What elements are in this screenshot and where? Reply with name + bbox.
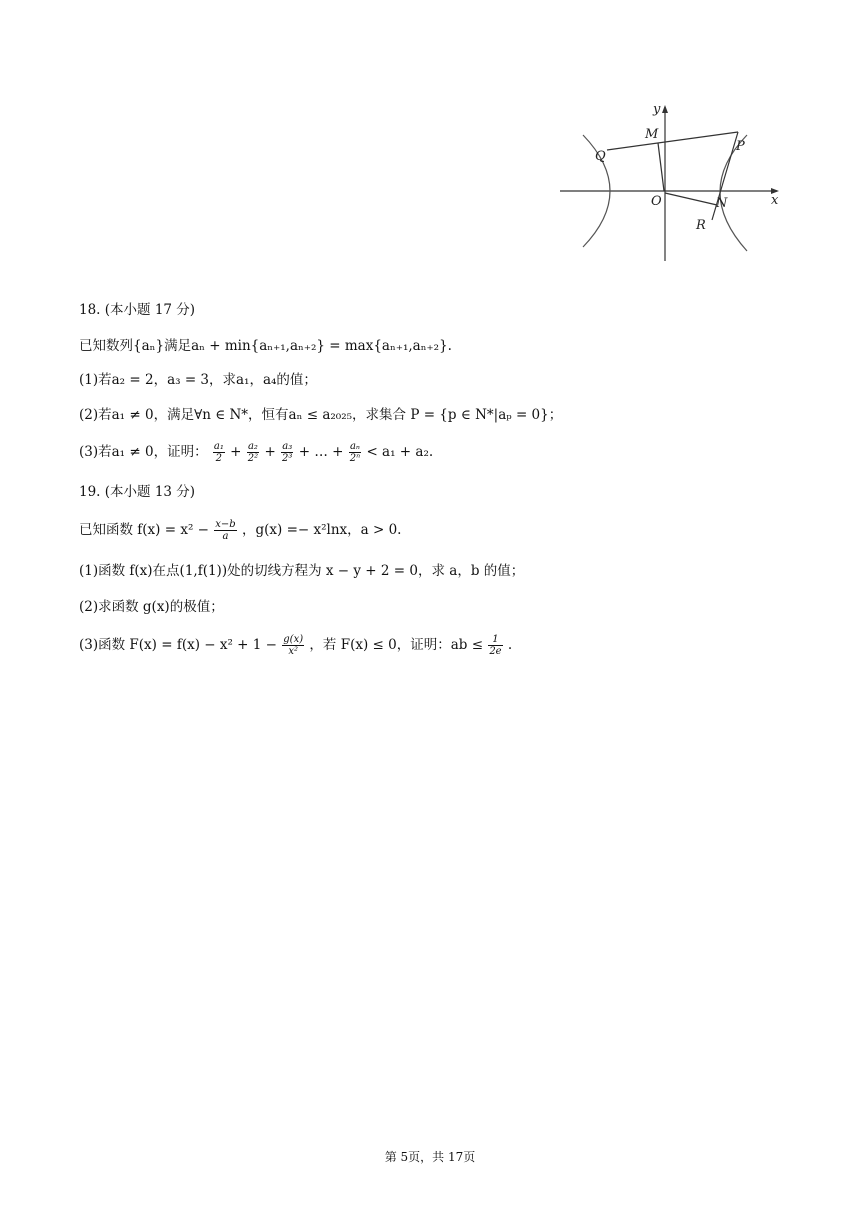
q19-stem-frac-num: x−b	[215, 519, 236, 530]
q18-term-3-num: a₃	[282, 441, 293, 452]
q18-term-2-den: 2²	[247, 453, 259, 464]
q19-header: 19. (本小题 13 分)	[79, 484, 196, 500]
q19-stem-frac-den: a	[222, 531, 229, 542]
label-Q: Q	[595, 149, 606, 164]
segment-ON	[665, 193, 717, 205]
q19-stem-prefix: 已知函数 f(x) = x² −	[79, 522, 209, 538]
q18-part2: (2)若a₁ ≠ 0，满足∀n ∈ N*，恒有aₙ ≤ a₂₀₂₅，求集合 P = {p ∈ N*|aₚ = 0}；	[79, 407, 563, 423]
label-x: x	[771, 193, 779, 208]
hyperbola-diagram	[555, 95, 790, 267]
q18-dots: + … +	[298, 444, 344, 460]
label-P: P	[736, 139, 745, 154]
label-N: N	[716, 196, 728, 211]
q19-part3-fraction	[282, 634, 304, 657]
q18-term-n	[349, 441, 361, 464]
q18-term-2	[247, 441, 259, 464]
q18-term-n-num: aₙ	[349, 441, 360, 452]
segment-M-axis	[658, 143, 664, 191]
q18-term-1-num: a₁	[213, 441, 224, 452]
q18-header: 18. (本小题 17 分)	[79, 302, 196, 318]
q18-term-1	[213, 441, 225, 464]
q18-term-1-den: 2	[215, 453, 223, 464]
q19-stem	[79, 519, 401, 542]
q19-part3-fraction2	[488, 634, 502, 657]
hyperbola-figure	[555, 95, 790, 267]
q18-part3	[79, 441, 433, 464]
q19-part2: (2)求函数 g(x)的极值；	[79, 599, 224, 615]
q18-term-3-den: 2³	[282, 453, 293, 464]
q18-part1: (1)若a₂ = 2，a₃ = 3，求a₁，a₄的值；	[79, 372, 317, 388]
page-footer: 第 5页，共 17页	[384, 1150, 476, 1164]
q19-part1: (1)函数 f(x)在点(1,f(1))处的切线方程为 x − y + 2 = 0，求 a，b 的值；	[79, 563, 525, 579]
q19-stem-suffix: ，g(x) =− x²lnx，a > 0.	[241, 522, 402, 538]
q18-stem: 已知数列{aₙ}满足aₙ + min{aₙ₊₁,aₙ₊₂} = max{aₙ₊₁,aₙ₊₂}.	[79, 338, 452, 354]
label-R: R	[696, 218, 706, 233]
q19-part3-frac2-den: 2e	[489, 646, 502, 657]
q18-part3-prefix: (3)若a₁ ≠ 0，证明：	[79, 444, 208, 460]
y-axis-arrow	[662, 105, 668, 113]
q19-part3-end: .	[507, 637, 513, 653]
q19-part3	[79, 634, 512, 657]
q18-term-3	[281, 441, 293, 464]
q18-plus-1: +	[230, 444, 242, 460]
q18-part3-suffix: < a₁ + a₂.	[366, 444, 434, 460]
label-y: y	[653, 102, 661, 117]
q19-part3-prefix: (3)函数 F(x) = f(x) − x² + 1 −	[79, 637, 277, 653]
q18-term-2-num: a₂	[247, 441, 258, 452]
q19-part3-frac-den: x²	[288, 646, 299, 657]
q19-part3-mid: ，若 F(x) ≤ 0，证明：ab ≤	[309, 637, 484, 653]
q18-plus-2: +	[264, 444, 276, 460]
label-M: M	[645, 127, 659, 142]
q19-part3-frac2-num: 1	[488, 634, 502, 646]
q19-stem-fraction	[214, 519, 236, 542]
segment-QP	[607, 132, 738, 150]
q19-part3-frac-num: g(x)	[283, 634, 304, 645]
label-O: O	[651, 194, 662, 209]
q18-term-n-den: 2ⁿ	[349, 453, 361, 464]
